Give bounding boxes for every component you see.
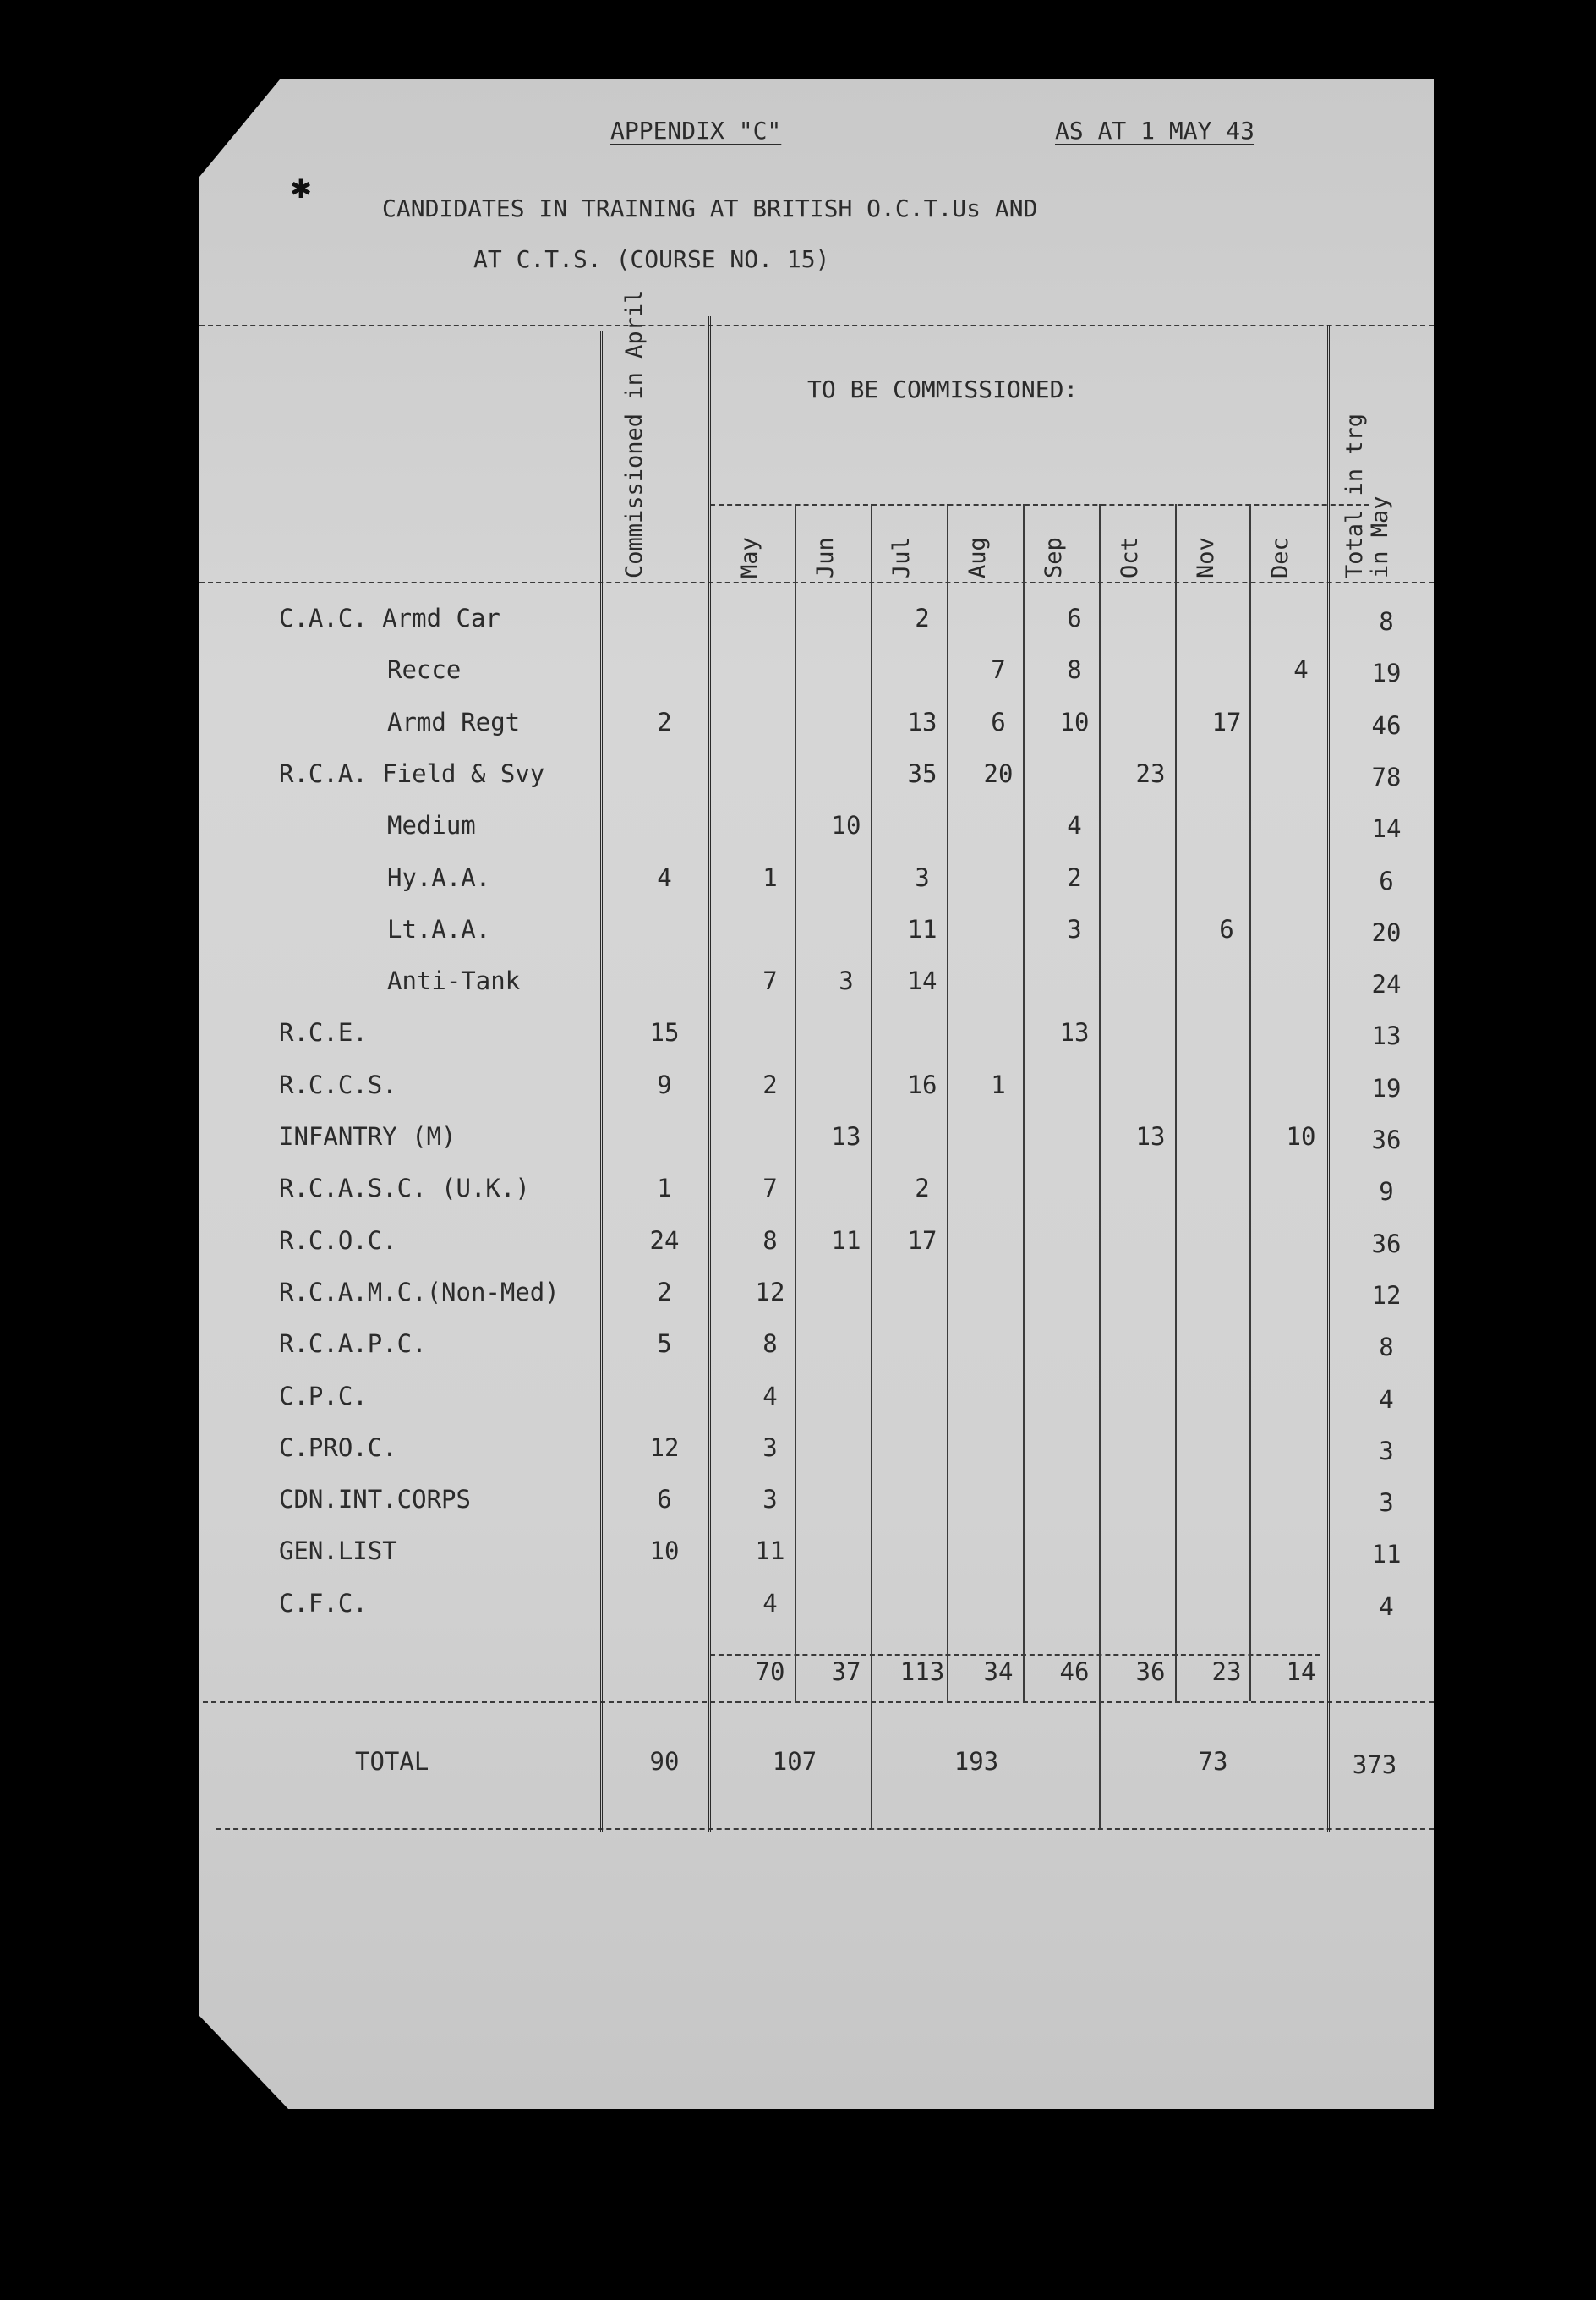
month-header-aug: Aug — [965, 537, 991, 578]
row-month-aug: 7 — [991, 655, 1006, 685]
row-total: 6 — [1379, 866, 1394, 895]
row-month-jul: 13 — [907, 707, 937, 737]
row-month-aug: 20 — [983, 758, 1014, 788]
row-label: R.C.A.P.C. — [279, 1329, 427, 1359]
row-total: 36 — [1371, 1229, 1402, 1258]
row-total: 3 — [1379, 1436, 1394, 1465]
row-month-jul: 14 — [907, 967, 937, 996]
row-total: 8 — [1379, 607, 1394, 636]
subtotal-top-rule — [710, 1654, 1320, 1656]
row-month-jul: 17 — [907, 1225, 937, 1255]
to-be-commissioned-header: TO BE COMMISSIONED: — [807, 375, 1079, 403]
row-total: 20 — [1371, 917, 1402, 947]
row-total: 4 — [1379, 1591, 1394, 1621]
grand-total: 373 — [1352, 1750, 1397, 1779]
row-commissioned: 2 — [657, 707, 672, 737]
row-month-sep: 8 — [1067, 655, 1082, 685]
row-commissioned: 5 — [657, 1329, 672, 1359]
row-total: 36 — [1371, 1125, 1402, 1154]
subtotal-may: 70 — [755, 1657, 785, 1686]
row-month-jul: 2 — [915, 604, 930, 632]
row-label: Lt.A.A. — [387, 914, 491, 944]
row-total: 46 — [1371, 710, 1402, 740]
row-month-jul: 3 — [915, 862, 930, 892]
row-month-oct: 23 — [1135, 758, 1166, 788]
subtotal-jul: 113 — [899, 1657, 945, 1686]
row-label: R.C.A.S.C. (U.K.) — [279, 1174, 530, 1203]
row-label: R.C.A. Field & Svy — [279, 758, 545, 788]
title-line-1: CANDIDATES IN TRAINING AT BRITISH O.C.T.Us AND — [382, 194, 1038, 222]
col-divider-total — [1327, 325, 1333, 1832]
row-month-aug: 1 — [991, 1070, 1006, 1099]
row-month-may: 8 — [762, 1329, 778, 1359]
title-line-2: AT C.T.S. (COURSE NO. 15) — [473, 245, 830, 273]
row-month-oct: 13 — [1135, 1122, 1166, 1151]
row-total: 4 — [1379, 1384, 1394, 1414]
row-month-jun: 11 — [831, 1225, 861, 1255]
row-month-sep: 13 — [1059, 1018, 1090, 1048]
total-label: TOTAL — [355, 1747, 429, 1776]
subtotal-oct: 36 — [1135, 1657, 1166, 1686]
subtotal-jun: 37 — [831, 1657, 861, 1686]
col-divider-aug — [947, 504, 948, 1701]
row-month-sep: 3 — [1067, 914, 1082, 944]
subtotal-aug: 34 — [983, 1657, 1014, 1686]
row-month-may: 4 — [762, 1381, 778, 1410]
row-total: 8 — [1379, 1333, 1394, 1362]
header-bottom-rule — [200, 582, 1434, 583]
row-month-may: 11 — [755, 1536, 785, 1566]
total-group-oct-dec: 73 — [1198, 1747, 1228, 1776]
row-label: R.C.E. — [279, 1018, 368, 1048]
row-month-may: 2 — [762, 1070, 778, 1099]
total-top-rule — [203, 1701, 1434, 1703]
row-month-dec: 10 — [1286, 1122, 1316, 1151]
row-commissioned: 2 — [657, 1277, 672, 1306]
as-at-date: AS AT 1 MAY 43 — [1055, 117, 1255, 145]
total-group-jul-sep: 193 — [954, 1747, 999, 1776]
row-month-may: 7 — [762, 967, 778, 996]
subtotal-sep: 46 — [1059, 1657, 1090, 1686]
row-month-sep: 2 — [1067, 862, 1082, 892]
row-month-nov: 6 — [1219, 914, 1234, 944]
row-month-jun: 13 — [831, 1122, 861, 1151]
row-total: 3 — [1379, 1488, 1394, 1518]
total-in-training-header: Total in trg in May — [1342, 413, 1393, 578]
ink-mark-icon: ✱ — [291, 167, 312, 206]
row-label: R.C.A.M.C.(Non-Med) — [279, 1277, 560, 1306]
row-month-may: 7 — [762, 1174, 778, 1203]
row-label: C.A.C. Armd Car — [279, 604, 500, 632]
row-label: INFANTRY (M) — [279, 1122, 456, 1151]
row-label: C.F.C. — [279, 1588, 368, 1618]
row-month-jul: 11 — [907, 914, 937, 944]
row-month-nov: 17 — [1211, 707, 1242, 737]
row-commissioned: 24 — [649, 1225, 680, 1255]
month-header-sep: Sep — [1041, 537, 1067, 578]
row-label: C.PRO.C. — [279, 1432, 397, 1462]
col-divider-oct — [1099, 504, 1101, 1828]
col-divider-nov — [1175, 504, 1177, 1701]
total-group-may-jun: 107 — [772, 1747, 817, 1776]
row-total: 13 — [1371, 1021, 1402, 1051]
row-total: 12 — [1371, 1280, 1402, 1310]
month-header-jun: Jun — [812, 537, 839, 578]
row-commissioned: 12 — [649, 1432, 680, 1462]
row-month-jul: 2 — [915, 1174, 930, 1203]
months-header-rule — [710, 504, 1369, 506]
row-label: C.P.C. — [279, 1381, 368, 1410]
row-month-dec: 4 — [1293, 655, 1309, 685]
row-total: 19 — [1371, 659, 1402, 688]
subtotal-dec: 14 — [1286, 1657, 1316, 1686]
row-month-jul: 16 — [907, 1070, 937, 1099]
row-label: R.C.O.C. — [279, 1225, 397, 1255]
row-month-may: 3 — [762, 1485, 778, 1514]
row-label: Armd Regt — [387, 707, 521, 737]
col-divider-jul — [871, 504, 872, 1828]
row-label: Medium — [387, 811, 476, 841]
row-label: Recce — [387, 655, 462, 685]
row-month-may: 8 — [762, 1225, 778, 1255]
month-header-may: May — [736, 537, 762, 578]
row-commissioned: 15 — [649, 1018, 680, 1048]
row-total: 78 — [1371, 762, 1402, 791]
row-total: 11 — [1371, 1540, 1402, 1569]
col-divider-jun — [795, 504, 796, 1701]
row-total: 9 — [1379, 1177, 1394, 1207]
commissioned-header: Commissioned in April — [621, 289, 648, 578]
month-header-nov: Nov — [1193, 537, 1219, 578]
row-total: 14 — [1371, 814, 1402, 844]
month-header-dec: Dec — [1267, 537, 1293, 578]
row-commissioned: 10 — [649, 1536, 680, 1566]
row-month-aug: 6 — [991, 707, 1006, 737]
row-commissioned: 4 — [657, 862, 672, 892]
row-month-may: 4 — [762, 1588, 778, 1618]
row-month-jul: 35 — [907, 758, 937, 788]
row-month-may: 1 — [762, 862, 778, 892]
row-commissioned: 9 — [657, 1070, 672, 1099]
row-month-may: 12 — [755, 1277, 785, 1306]
table-bottom-rule — [216, 1828, 1434, 1830]
row-total: 19 — [1371, 1073, 1402, 1103]
row-month-jun: 10 — [831, 811, 861, 841]
row-month-sep: 10 — [1059, 707, 1090, 737]
total-commissioned: 90 — [649, 1747, 680, 1776]
col-divider-dec — [1249, 504, 1251, 1701]
month-header-oct: Oct — [1117, 537, 1143, 578]
table-top-rule — [200, 325, 1434, 326]
row-month-sep: 4 — [1067, 811, 1082, 841]
row-commissioned: 6 — [657, 1485, 672, 1514]
month-header-jul: Jul — [888, 537, 915, 578]
row-month-jun: 3 — [839, 967, 854, 996]
row-label: CDN.INT.CORPS — [279, 1485, 471, 1514]
row-label: GEN.LIST — [279, 1536, 397, 1566]
row-label: R.C.C.S. — [279, 1070, 397, 1099]
row-label: Hy.A.A. — [387, 862, 491, 892]
col-divider-comm — [708, 316, 714, 1832]
subtotal-nov: 23 — [1211, 1657, 1242, 1686]
row-label: Anti-Tank — [387, 967, 521, 996]
appendix-label: APPENDIX "C" — [610, 117, 782, 145]
row-month-sep: 6 — [1067, 604, 1082, 632]
row-month-may: 3 — [762, 1432, 778, 1462]
row-total: 24 — [1371, 970, 1402, 999]
row-commissioned: 1 — [657, 1174, 672, 1203]
col-divider-label — [600, 331, 606, 1832]
